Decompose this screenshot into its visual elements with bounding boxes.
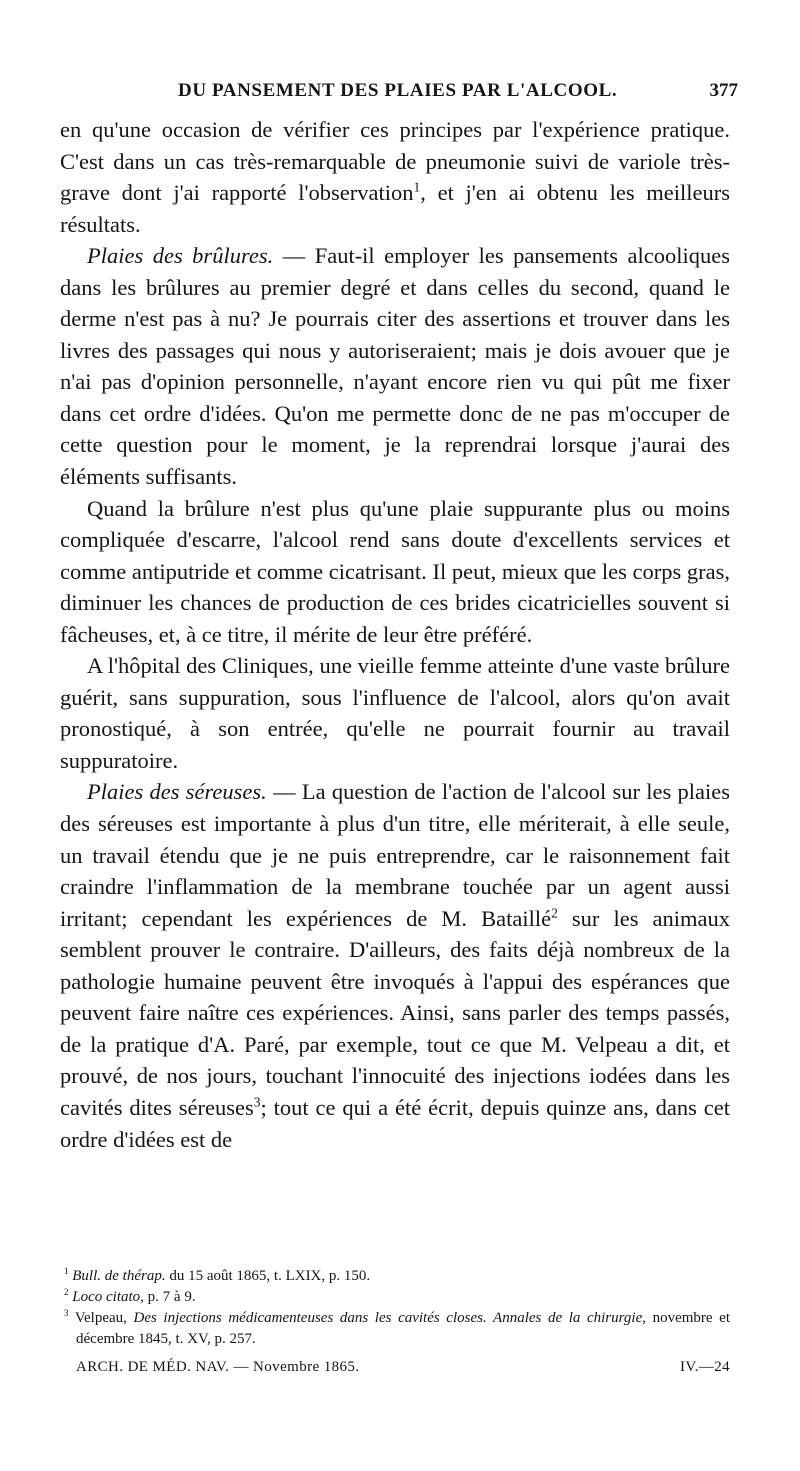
paragraph-continuation [60,114,730,240]
paragraph-suppurating [60,493,730,651]
footnote-1 [60,1266,730,1287]
footnote-ref: 2 [551,905,558,921]
paragraph-serous [60,776,730,1155]
footnote-title: Des injections médicamenteuses dans les cavités closes. Annales de la chirurgie, [126,1310,646,1326]
text-run: Quand la brûlure n'est plus qu'une plaie suppurante plus ou moins compliquée d'escarre, l'alcool rend sans doute d'excellents services et comme antiputride et comme cicatrisant. Il peut, mieux que les corps gras, diminuer les chances de production de ces brides cicatricielles souvent si fâcheuses, et, à ce titre, il mérite de leur être préféré. [60,495,730,647]
footnote-title: Bull. de thérap. [72,1268,166,1284]
body-text [60,114,730,1155]
footnote-2 [60,1287,730,1308]
footnote-mark: 3 [64,1308,69,1318]
signature-mark: IV.—24 [679,1359,730,1375]
footnote-text: du 15 août 1865, t. LXIX, p. 150. [165,1268,371,1284]
footnote-3 [60,1308,730,1350]
paragraph-clinic-case [60,650,730,776]
paragraph-burns [60,240,730,492]
section-heading: Plaies des séreuses. [87,779,267,805]
footnote-text: p. 7 à 9. [143,1289,196,1305]
section-heading: Plaies des brûlures. [87,243,274,269]
text-run: — Faut-il employer les pansements alcooliques dans les brûlures au premier degré et dans celles du second, quand le derme n'est pas à nu? Je pourrais citer des assertions et trouver dans les livres des passages qui nous y autoriseraient; mais je dois avouer que je n'ai pas d'opinion personnelle, n'ayant encore rien vu qui pût me fixer dans cet ordre d'idées. Qu'on me permette donc de ne pas m'occuper de cette question pour le moment, je la reprendrai lorsque j'aurai des éléments suffisants. [60,243,730,490]
text-run: en qu'une occasion de vérifier ces principes par l'expérience pratique. C'est dans un cas très-remarquable de pneumonie suivi de variole très-grave dont j'ai rapporté l'observation [60,117,730,206]
running-head [60,80,738,110]
footnote-ref: 1 [413,179,421,195]
text-run: , et j'en ai obtenu les meilleurs résultats. [60,180,731,237]
footnotes [60,1266,730,1350]
footnote-mark: 1 [64,1266,69,1276]
footnote-title: Loco citato, [72,1289,144,1305]
footnote-author: Velpeau, [74,1310,127,1326]
text-run: ; tout ce qui a été écrit, depuis quinze ans, dans cet ordre d'idées est de [60,1094,731,1152]
page-number: 377 [709,80,738,101]
text-run: sur les animaux semblent prouver le contraire. D'ailleurs, des faits déjà nombreux de la pathologie humaine peuvent être invoqués à l'appui des espérances que peuvent faire naître ces expériences. Ainsi, sans parler des temps passés, de la pratique d'A. Paré, par exemple, tout ce que M. Velpeau a dit, et prouvé, de nos jours, touchant l'innocuité des injections iodées dans les cavités dites séreuses [60,905,730,1120]
text-run: A l'hôpital des Cliniques, une vieille femme atteinte d'une vaste brûlure guérit, sans suppuration, sous l'influence de l'alcool, alors qu'on avait pronostiqué, à son entrée, qu'elle ne pourrait fournir au travail suppuratoire. [60,653,730,773]
footnote-text: novembre et décembre 1845, t. XV, p. 257. [76,1310,730,1347]
running-title: DU PANSEMENT DES PLAIES PAR L'ALCOOL. [178,80,618,101]
footnote-mark: 2 [64,1287,69,1297]
text-run: — La question de l'action de l'alcool sur les plaies des séreuses est importante à plus d'un titre, elle mériterait, à elle seule, un travail étendu que je ne puis entreprendre, car le raisonnement fait craindre l'inflammation de la membrane touchée par un agent aussi irritant; cependant les expériences de M. Bataillé [60,779,730,931]
signature-journal: ARCH. DE MÉD. NAV. — Novembre 1865. [76,1359,360,1375]
footnote-ref: 3 [253,1094,261,1110]
